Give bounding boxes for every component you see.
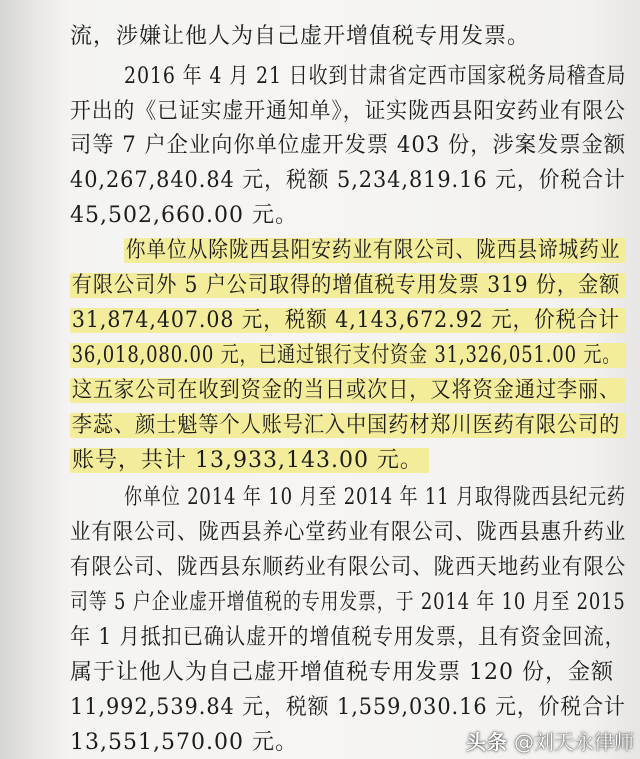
highlighted-text-line: 你单位从除陇西县阳安药业有限公司、陇西县谛城药业 (124, 236, 626, 266)
text-line: 司等 5 户企业虚开增值税的专用发票，于 2014 年 10 月至 2015 (70, 590, 626, 615)
text-line: 45,502,660.00 元。 (70, 203, 298, 228)
text-line: 11,992,539.84 元，税额 1,559,030.16 元，价税合计 (70, 695, 626, 720)
highlighted-text-line: 这五家公司在收到资金的当日或次日，又将资金通过李丽、 (70, 376, 626, 406)
text-line: 有限公司、陇西县东顺药业有限公司、陇西天地药业有限公 (70, 555, 627, 580)
highlighted-text-line: 账号，共计 13,933,143.00 元。 (70, 446, 429, 476)
text-line: 开出的《已证实虚开通知单》，证实陇西县阳安药业有限公 (70, 99, 626, 124)
watermark-author: @刘天永律师 (514, 730, 634, 754)
text-line: 流，涉嫌让他人为自己虚开增值税专用发票。 (70, 24, 531, 49)
highlighted-text-line: 有限公司外 5 户公司取得的增值税专用发票 319 份，金额 (70, 271, 626, 301)
text-line: 你单位 2014 年 10 月至 2014 年 11 月取得陇西县纪元药 (124, 485, 626, 510)
text-line: 13,551,570.00 元。 (70, 730, 298, 755)
page-edge-shadow (0, 0, 70, 759)
highlighted-text-line: 李蕊、颜士魁等个人账号汇入中国药材郑川医药有限公司的 (70, 411, 626, 441)
text-line: 属于让他人为自己虚开增值税专用发票 120 份，金额 (70, 660, 614, 685)
text-line: 2016 年 4 月 21 日收到甘肃省定西市国家税务局稽查局 (124, 64, 627, 89)
text-line: 年 1 月抵扣已确认虚开的增值税专用发票，且有资金回流， (70, 625, 626, 650)
text-line: 司等 7 户企业向你单位虚开发票 403 份，涉案发票金额 (70, 133, 626, 158)
watermark (466, 729, 634, 755)
text-line: 业有限公司、陇西县养心堂药业有限公司、陇西县惠升药业 (70, 520, 627, 545)
watermark-brand: 头条 (466, 730, 508, 754)
text-line: 40,267,840.84 元，税额 5,234,819.16 元，价税合计 (70, 168, 626, 193)
highlighted-text-line: 31,874,407.08 元，税额 4,143,672.92 元，价税合计 (70, 306, 626, 336)
highlighted-text-line: 36,018,080.00 元，已通过银行支付资金 31,326,051.00 元。 (70, 341, 626, 371)
